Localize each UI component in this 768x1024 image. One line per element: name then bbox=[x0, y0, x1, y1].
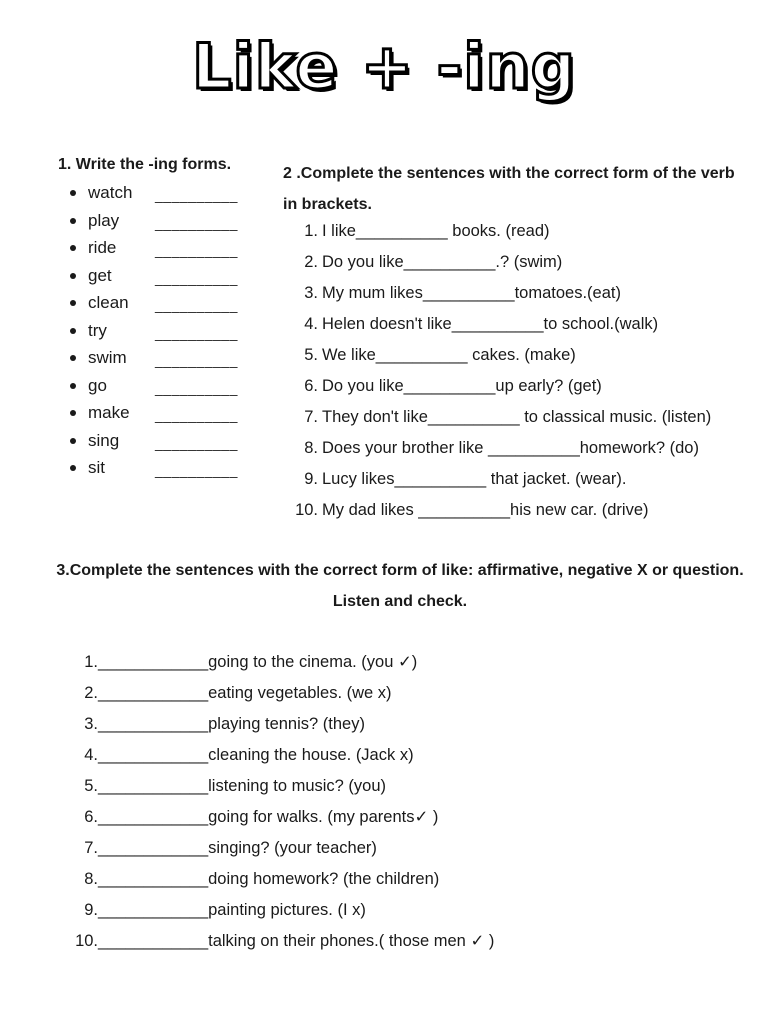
item-number: 1. bbox=[304, 222, 318, 240]
answer-blank[interactable]: __________ bbox=[155, 242, 238, 258]
bullet-icon bbox=[70, 355, 76, 361]
sentence-text: ____________listening to music? (you) bbox=[98, 777, 387, 795]
base-verb: play bbox=[88, 210, 120, 230]
sentence-text: ____________going to the cinema. (you ✓) bbox=[98, 653, 418, 671]
sentence-text: ____________talking on their phones.( those men ✓ ) bbox=[98, 932, 495, 950]
base-verb: make bbox=[88, 403, 130, 422]
like-sentence-item bbox=[72, 867, 494, 898]
answer-blank[interactable]: __________ bbox=[155, 379, 238, 396]
sentence-text: Do you like__________up early? (get) bbox=[322, 377, 602, 395]
answer-blank[interactable]: __________ bbox=[155, 462, 238, 478]
base-verb: swim bbox=[88, 348, 127, 367]
like-sentence-item bbox=[72, 836, 494, 867]
answer-blank[interactable]: __________ bbox=[155, 407, 238, 423]
section3-heading: 3.Complete the sentences with the correct form of like: affirmative, negative X or question. Listen and check. bbox=[56, 562, 744, 610]
item-number: 6. bbox=[304, 377, 318, 395]
verb-sentence-item bbox=[286, 374, 711, 405]
like-sentence-item bbox=[72, 774, 494, 805]
sentence-text: ____________singing? (your teacher) bbox=[98, 839, 377, 857]
section2-heading: 2 .Complete the sentences with the correct form of the verb in brackets. bbox=[283, 165, 735, 213]
bullet-icon bbox=[70, 410, 76, 416]
worksheet-title: Like + -ing bbox=[192, 30, 576, 103]
answer-blank[interactable]: __________ bbox=[155, 324, 238, 341]
sentence-text: Lucy likes__________ that jacket. (wear). bbox=[322, 470, 627, 488]
sentence-text: I like__________ books. (read) bbox=[322, 222, 550, 240]
item-number: 2. bbox=[84, 684, 98, 702]
sentence-text: My mum likes__________tomatoes.(eat) bbox=[322, 284, 621, 302]
item-number: 5. bbox=[84, 777, 98, 795]
sentence-text: ____________doing homework? (the children) bbox=[98, 870, 440, 888]
base-verb: ride bbox=[88, 238, 117, 257]
section1-heading: 1. Write the -ing forms. bbox=[58, 156, 232, 173]
answer-blank[interactable]: __________ bbox=[155, 434, 238, 451]
item-number: 10. bbox=[295, 501, 318, 519]
sentence-text: Does your brother like __________homework? (do) bbox=[322, 439, 699, 457]
bullet-icon bbox=[70, 438, 76, 444]
answer-blank[interactable]: __________ bbox=[155, 352, 238, 368]
like-sentence-item bbox=[72, 712, 494, 743]
item-number: 3. bbox=[84, 715, 98, 733]
like-sentence-item bbox=[72, 681, 494, 712]
verb-sentences-list bbox=[286, 219, 711, 529]
sentence-text: Helen doesn't like__________to school.(walk) bbox=[322, 315, 659, 333]
item-number: 5. bbox=[304, 346, 318, 364]
item-number: 10. bbox=[75, 932, 98, 950]
item-number: 9. bbox=[304, 470, 318, 488]
base-verb: sit bbox=[88, 458, 105, 477]
like-sentence-item bbox=[72, 650, 494, 681]
item-number: 4. bbox=[84, 746, 98, 764]
verb-sentence-item bbox=[286, 250, 711, 281]
item-number: 6. bbox=[84, 808, 98, 826]
bullet-icon bbox=[70, 245, 76, 251]
bullet-icon bbox=[70, 383, 76, 389]
sentence-text: We like__________ cakes. (make) bbox=[322, 346, 576, 364]
verb-sentence-item bbox=[286, 467, 711, 498]
base-verb: sing bbox=[88, 430, 120, 450]
verb-sentence-item bbox=[286, 219, 711, 250]
item-number: 4. bbox=[304, 315, 318, 333]
base-verb: go bbox=[88, 375, 107, 395]
verb-sentence-item bbox=[286, 343, 711, 374]
answer-blank[interactable]: __________ bbox=[155, 187, 238, 203]
like-sentence-item bbox=[72, 743, 494, 774]
sentence-text: They don't like__________ to classical music. (listen) bbox=[322, 408, 712, 426]
sentence-text: ____________painting pictures. (I x) bbox=[98, 901, 366, 919]
verb-sentence-item bbox=[286, 312, 711, 343]
base-verb: clean bbox=[88, 293, 129, 312]
bullet-icon bbox=[70, 218, 76, 224]
like-sentence-item bbox=[72, 929, 494, 960]
sentence-text: My dad likes __________his new car. (drive) bbox=[322, 501, 649, 519]
like-sentences-list bbox=[72, 650, 494, 960]
item-number: 8. bbox=[304, 439, 318, 457]
sentence-text: Do you like__________.? (swim) bbox=[322, 253, 563, 271]
bullet-icon bbox=[70, 328, 76, 334]
verb-sentence-item bbox=[286, 405, 711, 436]
like-sentence-item bbox=[72, 805, 494, 836]
verb-sentence-item bbox=[286, 436, 711, 467]
item-number: 8. bbox=[84, 870, 98, 888]
item-number: 9. bbox=[84, 901, 98, 919]
answer-blank[interactable]: __________ bbox=[155, 214, 238, 231]
like-sentence-item bbox=[72, 898, 494, 929]
answer-blank[interactable]: __________ bbox=[155, 297, 238, 313]
base-verb: watch bbox=[88, 183, 133, 202]
item-number: 3. bbox=[304, 284, 318, 302]
item-number: 2. bbox=[304, 253, 318, 271]
base-verb: get bbox=[88, 265, 112, 285]
sentence-text: ____________playing tennis? (they) bbox=[98, 715, 365, 733]
item-number: 7. bbox=[84, 839, 98, 857]
item-number: 7. bbox=[304, 408, 318, 426]
sentence-text: ____________going for walks. (my parents✓ ) bbox=[98, 808, 439, 826]
answer-blank[interactable]: __________ bbox=[155, 269, 238, 286]
item-number: 1. bbox=[84, 653, 98, 671]
sentence-text: ____________eating vegetables. (we x) bbox=[98, 684, 392, 702]
verb-sentence-item bbox=[286, 498, 711, 529]
bullet-icon bbox=[70, 190, 76, 196]
base-verb: try bbox=[88, 320, 107, 340]
bullet-icon bbox=[70, 273, 76, 279]
verb-sentence-item bbox=[286, 281, 711, 312]
bullet-icon bbox=[70, 465, 76, 471]
sentence-text: ____________cleaning the house. (Jack x) bbox=[98, 746, 414, 764]
bullet-icon bbox=[70, 300, 76, 306]
